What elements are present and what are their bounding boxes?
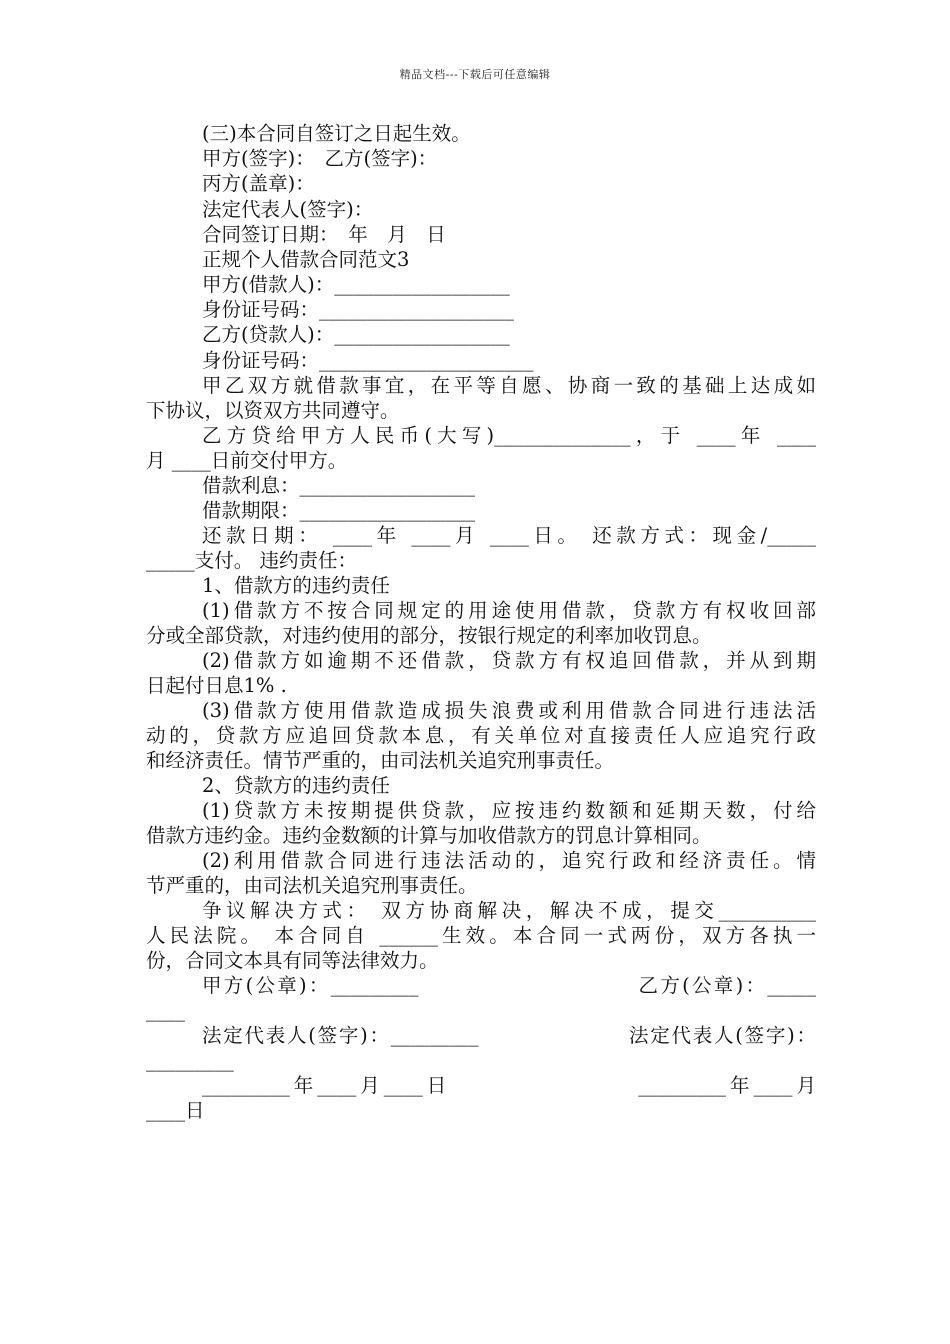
loan-term-field: 借款期限：__________________: [202, 499, 476, 522]
party-seals-line-2: ____: [146, 999, 185, 1022]
legal-representative: 法定代表人(签字)：: [202, 198, 374, 221]
legal-rep-signatures-line-2: _________: [146, 1049, 234, 1072]
dispute-resolution-line-1: 争议解决方式： 双方协商解决，解决不成，提交__________: [202, 899, 816, 922]
lender-field: 乙方(贷款人)：__________________: [202, 323, 510, 346]
lender-liability-2-line-2: 节严重的，由司法机关追究刑事责任。: [146, 874, 478, 897]
borrower-liability-2-line-1: (2)借款方如逾期不还借款，贷款方有权追回借款，并从到期: [202, 649, 816, 672]
signing-date: 合同签订日期： 年 月 日: [202, 223, 446, 246]
clause-effective: (三)本合同自签订之日起生效。: [202, 122, 471, 145]
lender-id-field: 身份证号码：______________________: [202, 349, 534, 372]
borrower-liability-heading: 1、借款方的违约责任: [202, 574, 390, 597]
lender-liability-1-line-1: (1)贷款方未按期提供贷款，应按违约数额和延期天数，付给: [202, 799, 816, 822]
lender-liability-2-line-1: (2)利用借款合同进行违法活动的，追究行政和经济责任。情: [202, 849, 816, 872]
borrower-liability-1-line-2: 分或全部贷款，对违约使用的部分，按银行规定的利率加收罚息。: [146, 624, 712, 647]
borrower-field: 甲方(借款人)：__________________: [202, 273, 510, 296]
signature-dates-line-2: ____日: [146, 1099, 205, 1122]
loan-interest-field: 借款利息：__________________: [202, 474, 476, 497]
loan-amount-line-2: 月 ____日前交付甲方。: [146, 449, 348, 472]
borrower-liability-2-line-2: 日起付日息1% .: [146, 674, 287, 697]
lender-liability-1-line-2: 借款方违约金。违约金数额的计算与加收借款方的罚息计算相同。: [146, 824, 712, 847]
borrower-liability-3-line-1: (3)借款方使用借款造成损失浪费或利用借款合同进行违法活: [202, 699, 816, 722]
intro-paragraph-line-1: 甲乙双方就借款事宜，在平等自愿、协商一致的基础上达成如: [202, 374, 816, 397]
borrower-id-field: 身份证号码：____________________: [202, 298, 515, 321]
document-title: 正规个人借款合同范文3: [202, 248, 410, 271]
borrower-liability-3-line-3: 和经济责任。情节严重的，由司法机关追究刑事责任。: [146, 749, 615, 772]
loan-amount-line-1: 乙方贷给甲方人民币(大写)______________，于 ____年 ____: [202, 424, 816, 447]
borrower-liability-3-line-2: 动的，贷款方应追回贷款本息，有关单位对直接责任人应追究行政: [146, 724, 816, 747]
borrower-liability-1-line-1: (1)借款方不按合同规定的用途使用借款，贷款方有权收回部: [202, 599, 816, 622]
intro-paragraph-line-2: 下协议，以资双方共同遵守。: [146, 399, 400, 422]
party-c-seal: 丙方(盖章)：: [202, 172, 315, 195]
party-a-b-signature: 甲方(签字)： 乙方(签字)：: [202, 147, 438, 170]
dispute-resolution-line-2: 人民法院。 本合同自 ______生效。本合同一式两份，双方各执一: [146, 924, 816, 947]
lender-liability-heading: 2、贷款方的违约责任: [202, 774, 390, 797]
dispute-resolution-line-3: 份，合同文本具有同等法律效力。: [146, 949, 439, 972]
signature-dates-line-1: _________年____月____日 _________年____月: [202, 1074, 816, 1097]
legal-rep-signatures-line-1: 法定代表人(签字)：_________ 法定代表人(签字)：: [202, 1024, 816, 1047]
party-seals-line-1: 甲方(公章)：_________ 乙方(公章)：_____: [202, 974, 816, 997]
repayment-line-1: 还款日期： ____年 ____月 ____日。 还款方式：现金/_____: [202, 524, 816, 547]
repayment-line-2: _____支付。 违约责任：: [146, 549, 357, 572]
page-header: 精品文档---下载后可任意编辑: [399, 68, 551, 81]
